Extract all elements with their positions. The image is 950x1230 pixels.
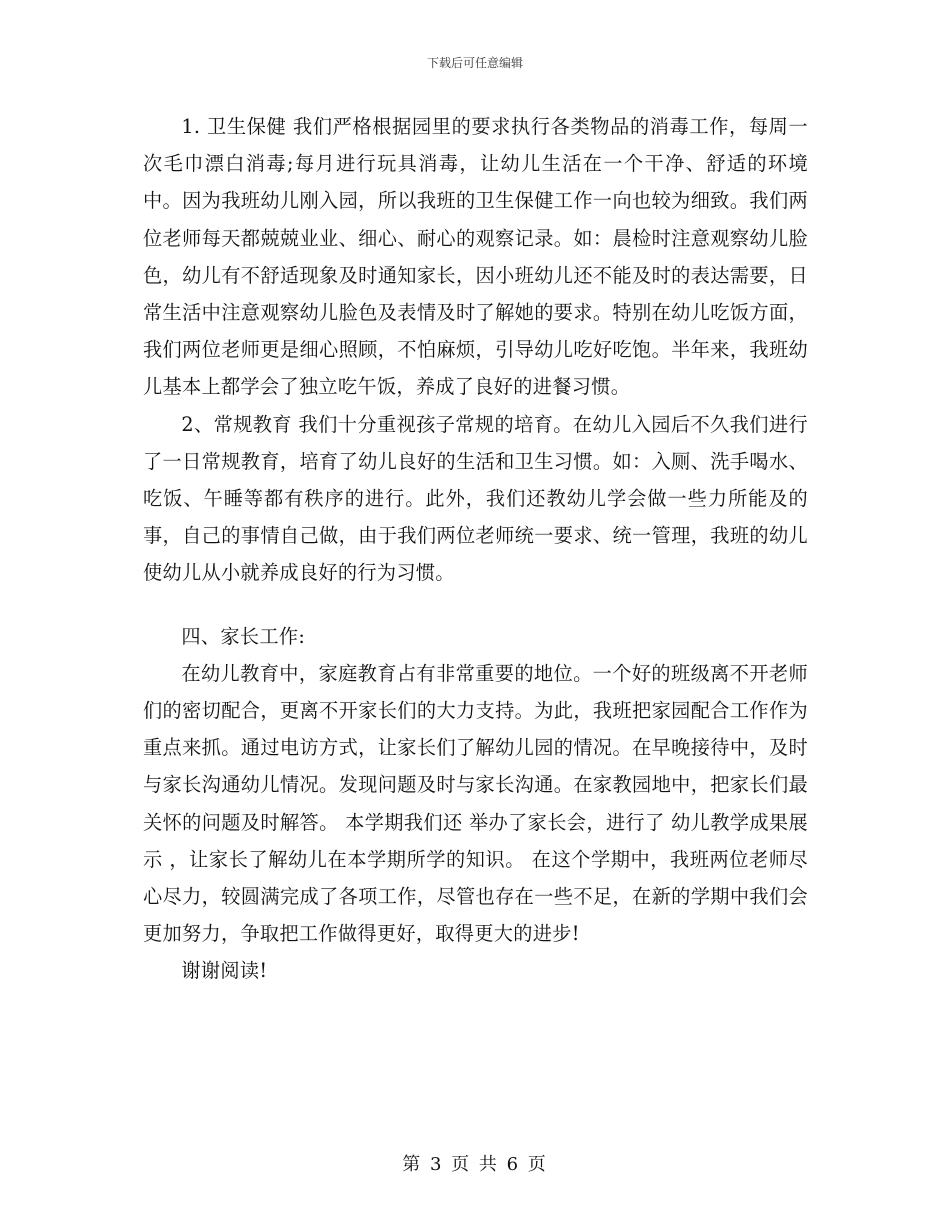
section-spacer <box>143 592 808 618</box>
paragraph-parent-work: 在幼儿教育中，家庭教育占有非常重要的地位。一个好的班级离不开老师们的密切配合，更离不开家长们的大力支持。为此，我班把家园配合工作作为重点来抓。通过电访方式，让家长们了解幼儿园的情况。在早晚接待中，及时与家长沟通幼儿情况。发现问题及时与家长沟通。在家教园地中，把家长们最关怀的问题及时解答。 本学期我们还 举办了家长会，进行了 幼儿教学成果展示 ，让家长了解幼儿在本学期所学的知识。 在这个学期中，我班两位老师尽心尽力，较圆满完成了各项工作，尽管也存在一些不足，在新的学期中我们会更加努力，争取把工作做得更好，取得更大的进步! <box>143 661 808 946</box>
page-number: 第 3 页 共 6 页 <box>402 1154 548 1175</box>
paragraph-routine-education: 2、常规教育 我们十分重视孩子常规的培育。在幼儿入园后不久我们进行了一日常规教育，培育了幼儿良好的生活和卫生习惯。如：入厕、洗手喝水、吃饭、午睡等都有秩序的进行。此外，我们还教幼儿学会做一些力所能及的事，自己的事情自己做，由于我们两位老师统一要求、统一管理，我班的幼儿使幼儿从小就养成良好的行为习惯。 <box>143 412 808 585</box>
section-heading-parent-work: 四、家长工作: <box>181 624 306 648</box>
closing-thanks: 谢谢阅读! <box>181 959 268 983</box>
paragraph-hygiene: 1. 卫生保健 我们严格根据园里的要求执行各类物品的消毒工作，每周一次毛巾漂白消毒;每月进行玩具消毒，让幼儿生活在一个干净、舒适的环境中。因为我班幼儿刚入园，所以我班的卫生保健工作一向也较为细致。我们两位老师每天都兢兢业业、细心、耐心的观察记录。如：晨检时注意观察幼儿脸色，幼儿有不舒适现象及时通知家长，因小班幼儿还不能及时的表达需要，日常生活中注意观察幼儿脸色及表情及时了解她的要求。特别在幼儿吃饭方面，我们两位老师更是细心照顾，不怕麻烦，引导幼儿吃好吃饱。半年来，我班幼儿基本上都学会了独立吃午饭，养成了良好的进餐习惯。 <box>143 115 808 399</box>
document-body <box>143 108 808 990</box>
page-header-note: 下载后可任意编辑 <box>426 56 523 70</box>
